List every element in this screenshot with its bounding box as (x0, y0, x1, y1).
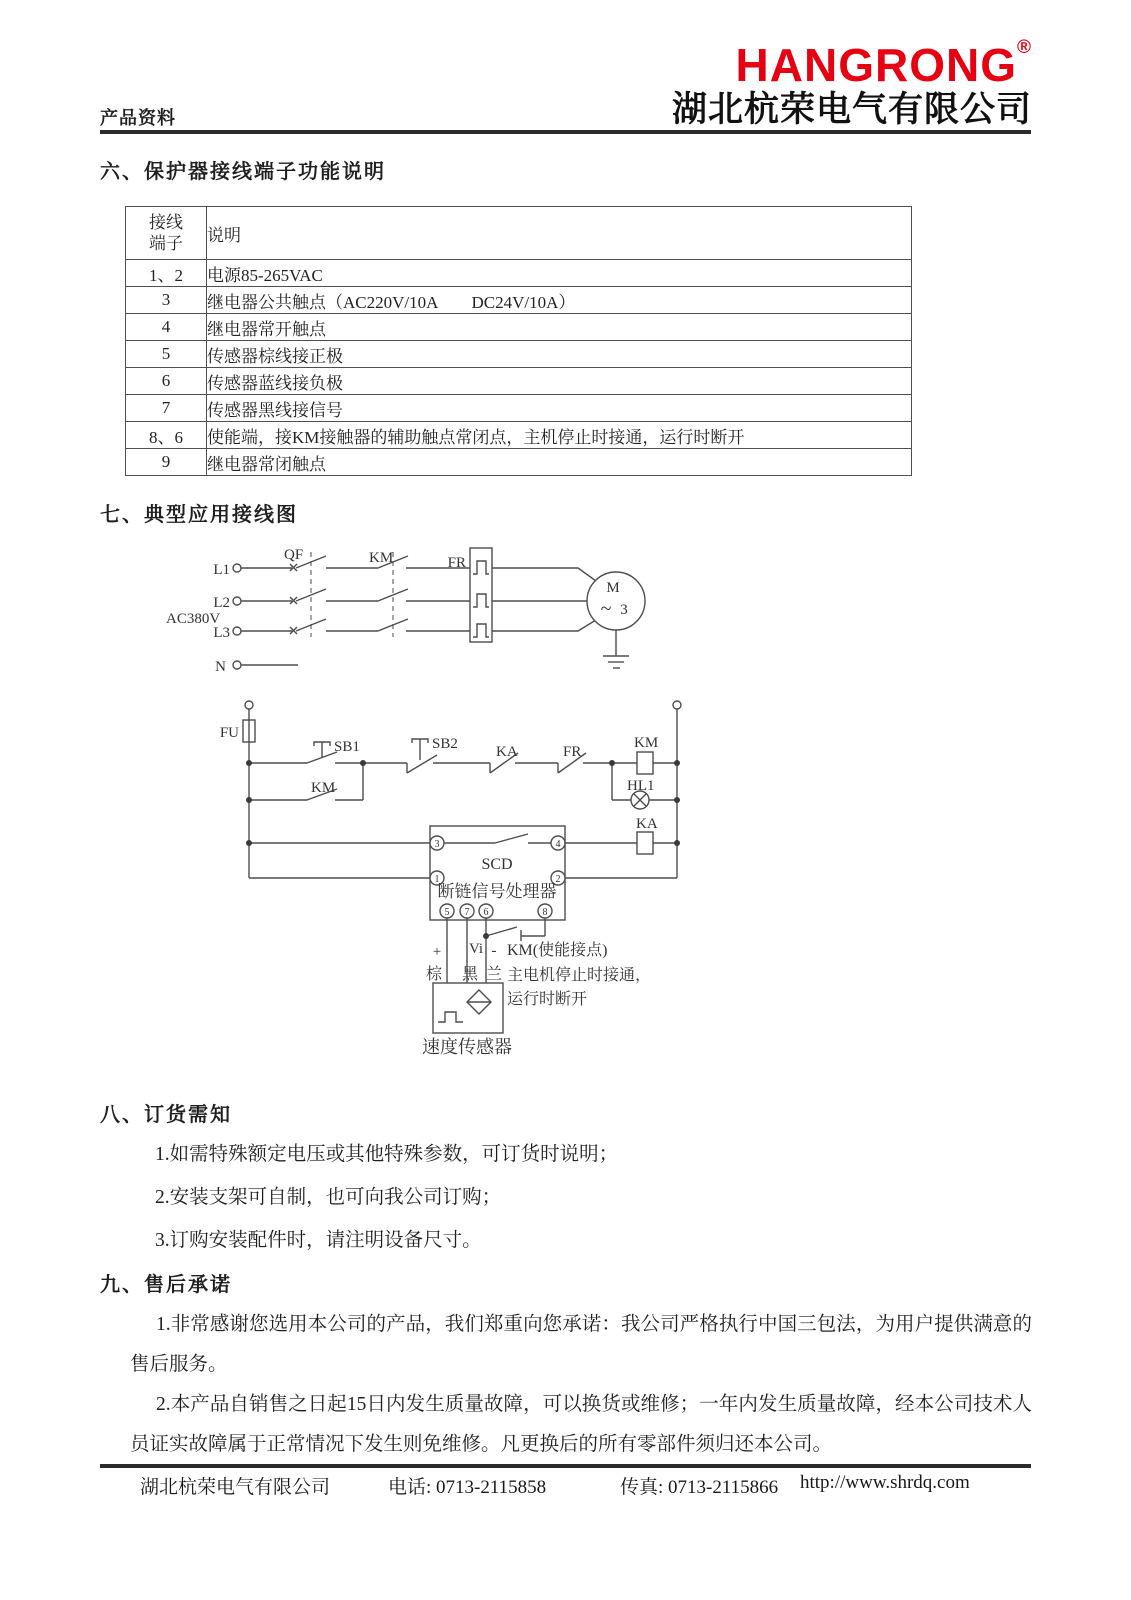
footer-company: 湖北杭荣电气有限公司 (140, 1477, 331, 1498)
order-note-item: 1.如需特殊额定电压或其他特殊参数，可订货时说明； (155, 1144, 619, 1165)
table-row: 4 继电器常开触点 (126, 314, 912, 341)
svg-text:8: 8 (542, 907, 548, 918)
label-ka-coil: KA (636, 816, 658, 832)
label-scd-desc: 断链信号处理器 (437, 882, 557, 901)
label-fu: FU (219, 725, 239, 741)
header-rule (100, 130, 1031, 134)
label-sb2: SB2 (432, 736, 458, 752)
label-vi: Vi (468, 941, 484, 957)
km-coil-symbol (637, 752, 653, 774)
svg-text:4: 4 (555, 839, 561, 850)
label-enable-note1: KM(使能接点) (507, 942, 608, 959)
label-hl1: HL1 (627, 778, 655, 794)
section8-title: 八、订货需知 (100, 1104, 232, 1126)
power-circuit (233, 548, 645, 669)
label-enable-note2: 主电机停止时接通， (507, 967, 652, 984)
header-brand-block (672, 38, 1032, 127)
section9-title: 九、售后承诺 (100, 1274, 232, 1296)
svg-text:6: 6 (483, 907, 489, 918)
svg-text:2: 2 (555, 874, 561, 885)
label-motor-tilde: ~ (600, 598, 612, 620)
table-header-terminal: 接线 端子 (126, 207, 207, 260)
registered-mark: ® (1017, 37, 1032, 58)
after-sales-paragraph: 2.本产品自销售之日起15日内发生质量故障，可以换货或维修；一年内发生质量故障，经本公司技术人员证实故障属于正常情况下发生则免维修。凡更换后的所有零部件须归还本公司。 (130, 1394, 1032, 1455)
ka-coil-symbol (637, 832, 653, 854)
svg-text:5: 5 (444, 907, 450, 918)
section6-title: 六、保护器接线端子功能说明 (100, 161, 386, 183)
label-l3: L3 (213, 625, 230, 641)
table-row: 5 传感器棕线接正极 (126, 341, 912, 368)
brand-logo (672, 37, 1032, 91)
label-km-coil: KM (634, 735, 659, 751)
table-header-desc: 说明 (207, 207, 912, 260)
label-plus: + (432, 944, 442, 960)
label-wire-blue: 兰 (485, 966, 503, 983)
table-row: 6 传感器蓝线接负极 (126, 368, 912, 395)
table-row: 7 传感器黑线接信号 (126, 395, 912, 422)
brand-text: HANGRONG (735, 39, 1017, 91)
label-qf: QF (284, 547, 304, 563)
label-sb1: SB1 (334, 739, 360, 755)
footer-phone: 电话: 0713-2115858 (388, 1477, 547, 1498)
label-ac380v: AC380V (166, 611, 221, 627)
label-wire-brown: 棕 (425, 966, 443, 983)
footer-rule (100, 1464, 1031, 1468)
label-km-hold: KM (311, 780, 336, 796)
table-row: 9 继电器常闭触点 (126, 449, 912, 476)
svg-text:1: 1 (434, 874, 440, 885)
table-header-row (126, 207, 912, 260)
doc-type-label: 产品资料 (100, 108, 176, 128)
diagram-labels (166, 547, 658, 1057)
table-row: 1、2 电源85-265VAC (126, 260, 912, 287)
qf-contact-marks (290, 564, 297, 634)
speed-sensor-box (433, 983, 503, 1033)
label-scd: SCD (481, 856, 513, 873)
label-fr-main: FR (447, 555, 466, 571)
order-note-item: 2.安装支架可自制，也可向我公司订购； (155, 1187, 502, 1208)
terminal-table (125, 206, 912, 476)
order-note-item: 3.订购安装配件时，请注明设备尺寸。 (155, 1230, 482, 1251)
svg-text:3: 3 (434, 839, 440, 850)
after-sales-paragraph: 1.非常感谢您选用本公司的产品，我们郑重向您承诺：我公司严格执行中国三包法，为用户提供满意的售后服务。 (130, 1314, 1032, 1375)
section7-title: 七、典型应用接线图 (100, 504, 298, 526)
label-motor-m: M (606, 580, 620, 596)
label-km-main: KM (369, 550, 394, 566)
table-row: 3 继电器公共触点（AC220V/10A DC24V/10A） (126, 287, 912, 314)
label-l2: L2 (213, 595, 230, 611)
label-wire-black: 黑 (461, 966, 479, 983)
label-l1: L1 (213, 562, 230, 578)
company-name: 湖北杭荣电气有限公司 (671, 90, 1032, 129)
footer-fax: 传真: 0713-2115866 (620, 1477, 779, 1498)
label-fr-contact: FR (563, 744, 582, 760)
svg-text:7: 7 (464, 907, 470, 918)
label-ka-contact: KA (496, 744, 518, 760)
label-motor-phases: 3 (620, 602, 628, 618)
label-speed-sensor: 速度传感器 (422, 1037, 512, 1057)
label-minus: - (491, 943, 497, 959)
table-row: 8、6 使能端，接KM接触器的辅助触点常闭点，主机停止时接通，运行时断开 (126, 422, 912, 449)
label-n: N (215, 659, 226, 675)
footer-website: http://www.shrdq.com (800, 1472, 970, 1493)
label-enable-note3: 运行时断开 (507, 991, 588, 1008)
wiring-diagram (0, 530, 1131, 1075)
